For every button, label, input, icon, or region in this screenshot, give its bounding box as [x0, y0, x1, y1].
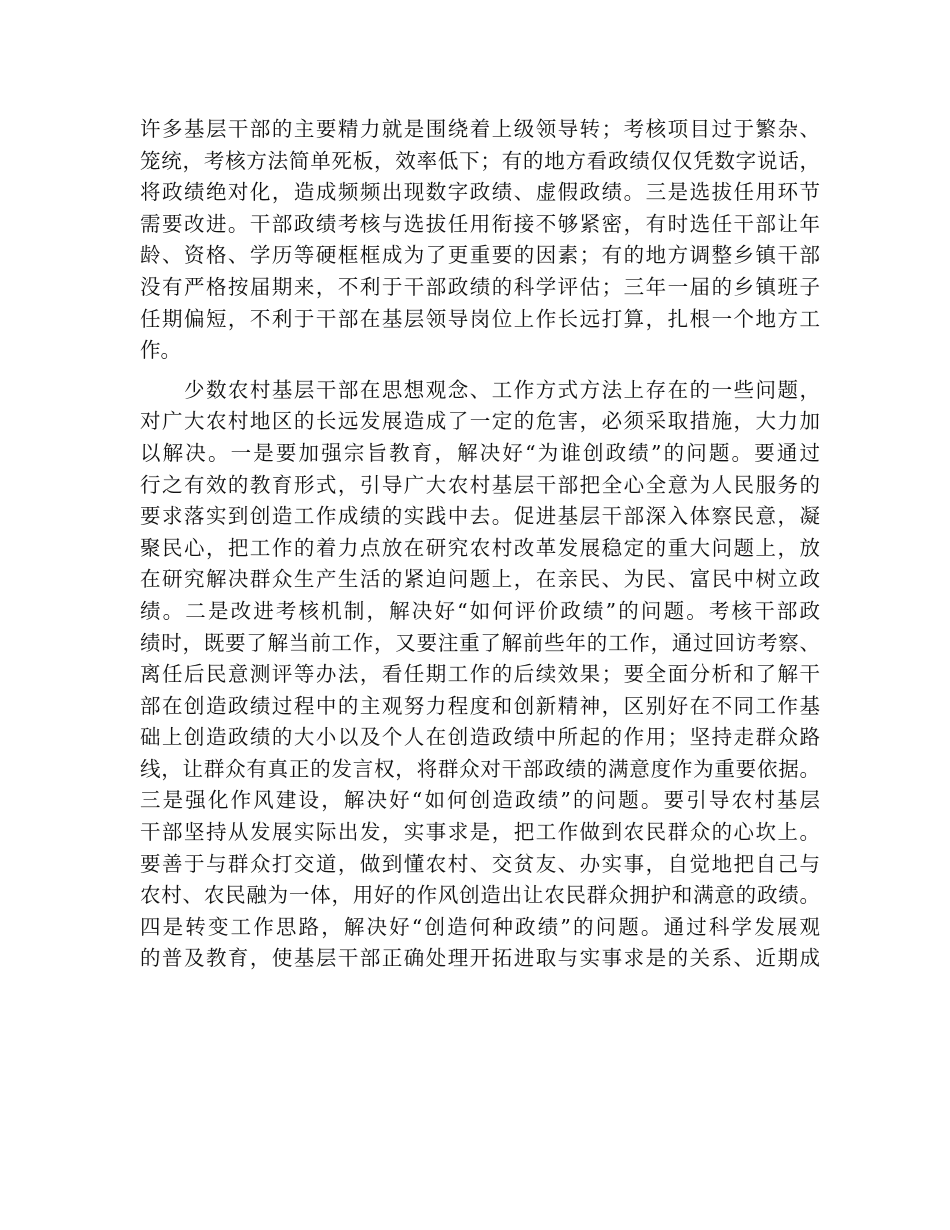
text-line: 要求落实到创造工作成绩的实践中去。促进基层干部深入体察民意，凝 — [140, 504, 820, 529]
text-line: 干部坚持从发展实际出发，实事求是，把工作做到农民群众的心坎上。 — [140, 820, 820, 845]
text-line: 没有严格按届期来，不利于干部政绩的科学评估；三年一届的乡镇班子 — [140, 274, 820, 299]
text-line: 绩。二是改进考核机制，解决好“如何评价政绩”的问题。考核干部政 — [140, 598, 820, 623]
text-line: 四是转变工作思路，解决好“创造何种政绩”的问题。通过科学发展观 — [140, 914, 820, 939]
text-line: 农村、农民融为一体，用好的作风创造出让农民群众拥护和满意的政绩。 — [140, 883, 820, 908]
paragraph-2 — [140, 375, 820, 975]
text-line: 任期偏短，不利于干部在基层领导岗位上作长远打算，扎根一个地方工 — [140, 306, 820, 331]
text-line: 行之有效的教育形式，引导广大农村基层干部把全心全意为人民服务的 — [140, 472, 820, 497]
text-line: 对广大农村地区的长远发展造成了一定的危害，必须采取措施，大力加 — [140, 409, 820, 434]
text-line: 作。 — [140, 338, 181, 363]
text-line: 要善于与群众打交道，做到懂农村、交贫友、办实事，自觉地把自己与 — [140, 851, 820, 876]
text-line: 的普及教育，使基层干部正确处理开拓进取与实事求是的关系、近期成 — [140, 946, 820, 971]
text-line: 线，让群众有真正的发言权，将群众对干部政绩的满意度作为重要依据。 — [140, 756, 820, 781]
text-line: 部在创造政绩过程中的主观努力程度和创新精神，区别好在不同工作基 — [140, 693, 820, 718]
text-line: 将政绩绝对化，造成频频出现数字政绩、虚假政绩。三是选拔任用环节 — [140, 180, 820, 205]
text-line: 许多基层干部的主要精力就是围绕着上级领导转；考核项目过于繁杂、 — [140, 117, 820, 141]
text-line: 绩时，既要了解当前工作，又要注重了解前些年的工作，通过回访考察、 — [140, 630, 820, 655]
document-body — [140, 114, 820, 975]
text-line: 离任后民意测评等办法，看任期工作的后续效果；要全面分析和了解干 — [140, 662, 820, 687]
text-line: 聚民心，把工作的着力点放在研究农村改革发展稳定的重大问题上，放 — [140, 535, 820, 560]
text-line: 笼统，考核方法简单死板，效率低下；有的地方看政绩仅仅凭数字说话， — [140, 148, 820, 173]
text-line: 龄、资格、学历等硬框框成为了更重要的因素；有的地方调整乡镇干部 — [140, 243, 820, 268]
text-line: 少数农村基层干部在思想观念、工作方式方法上存在的一些问题， — [140, 377, 820, 402]
text-line: 需要改进。干部政绩考核与选拔任用衔接不够紧密，有时选任干部让年 — [140, 211, 820, 236]
text-line: 在研究解决群众生产生活的紧迫问题上，在亲民、为民、富民中树立政 — [140, 567, 820, 592]
text-line: 以解决。一是要加强宗旨教育，解决好“为谁创政绩”的问题。要通过 — [140, 440, 820, 465]
text-line: 础上创造政绩的大小以及个人在创造政绩中所起的作用；坚持走群众路 — [140, 725, 820, 750]
text-line: 三是强化作风建设，解决好“如何创造政绩”的问题。要引导农村基层 — [140, 788, 820, 813]
paragraph-1 — [140, 114, 820, 367]
